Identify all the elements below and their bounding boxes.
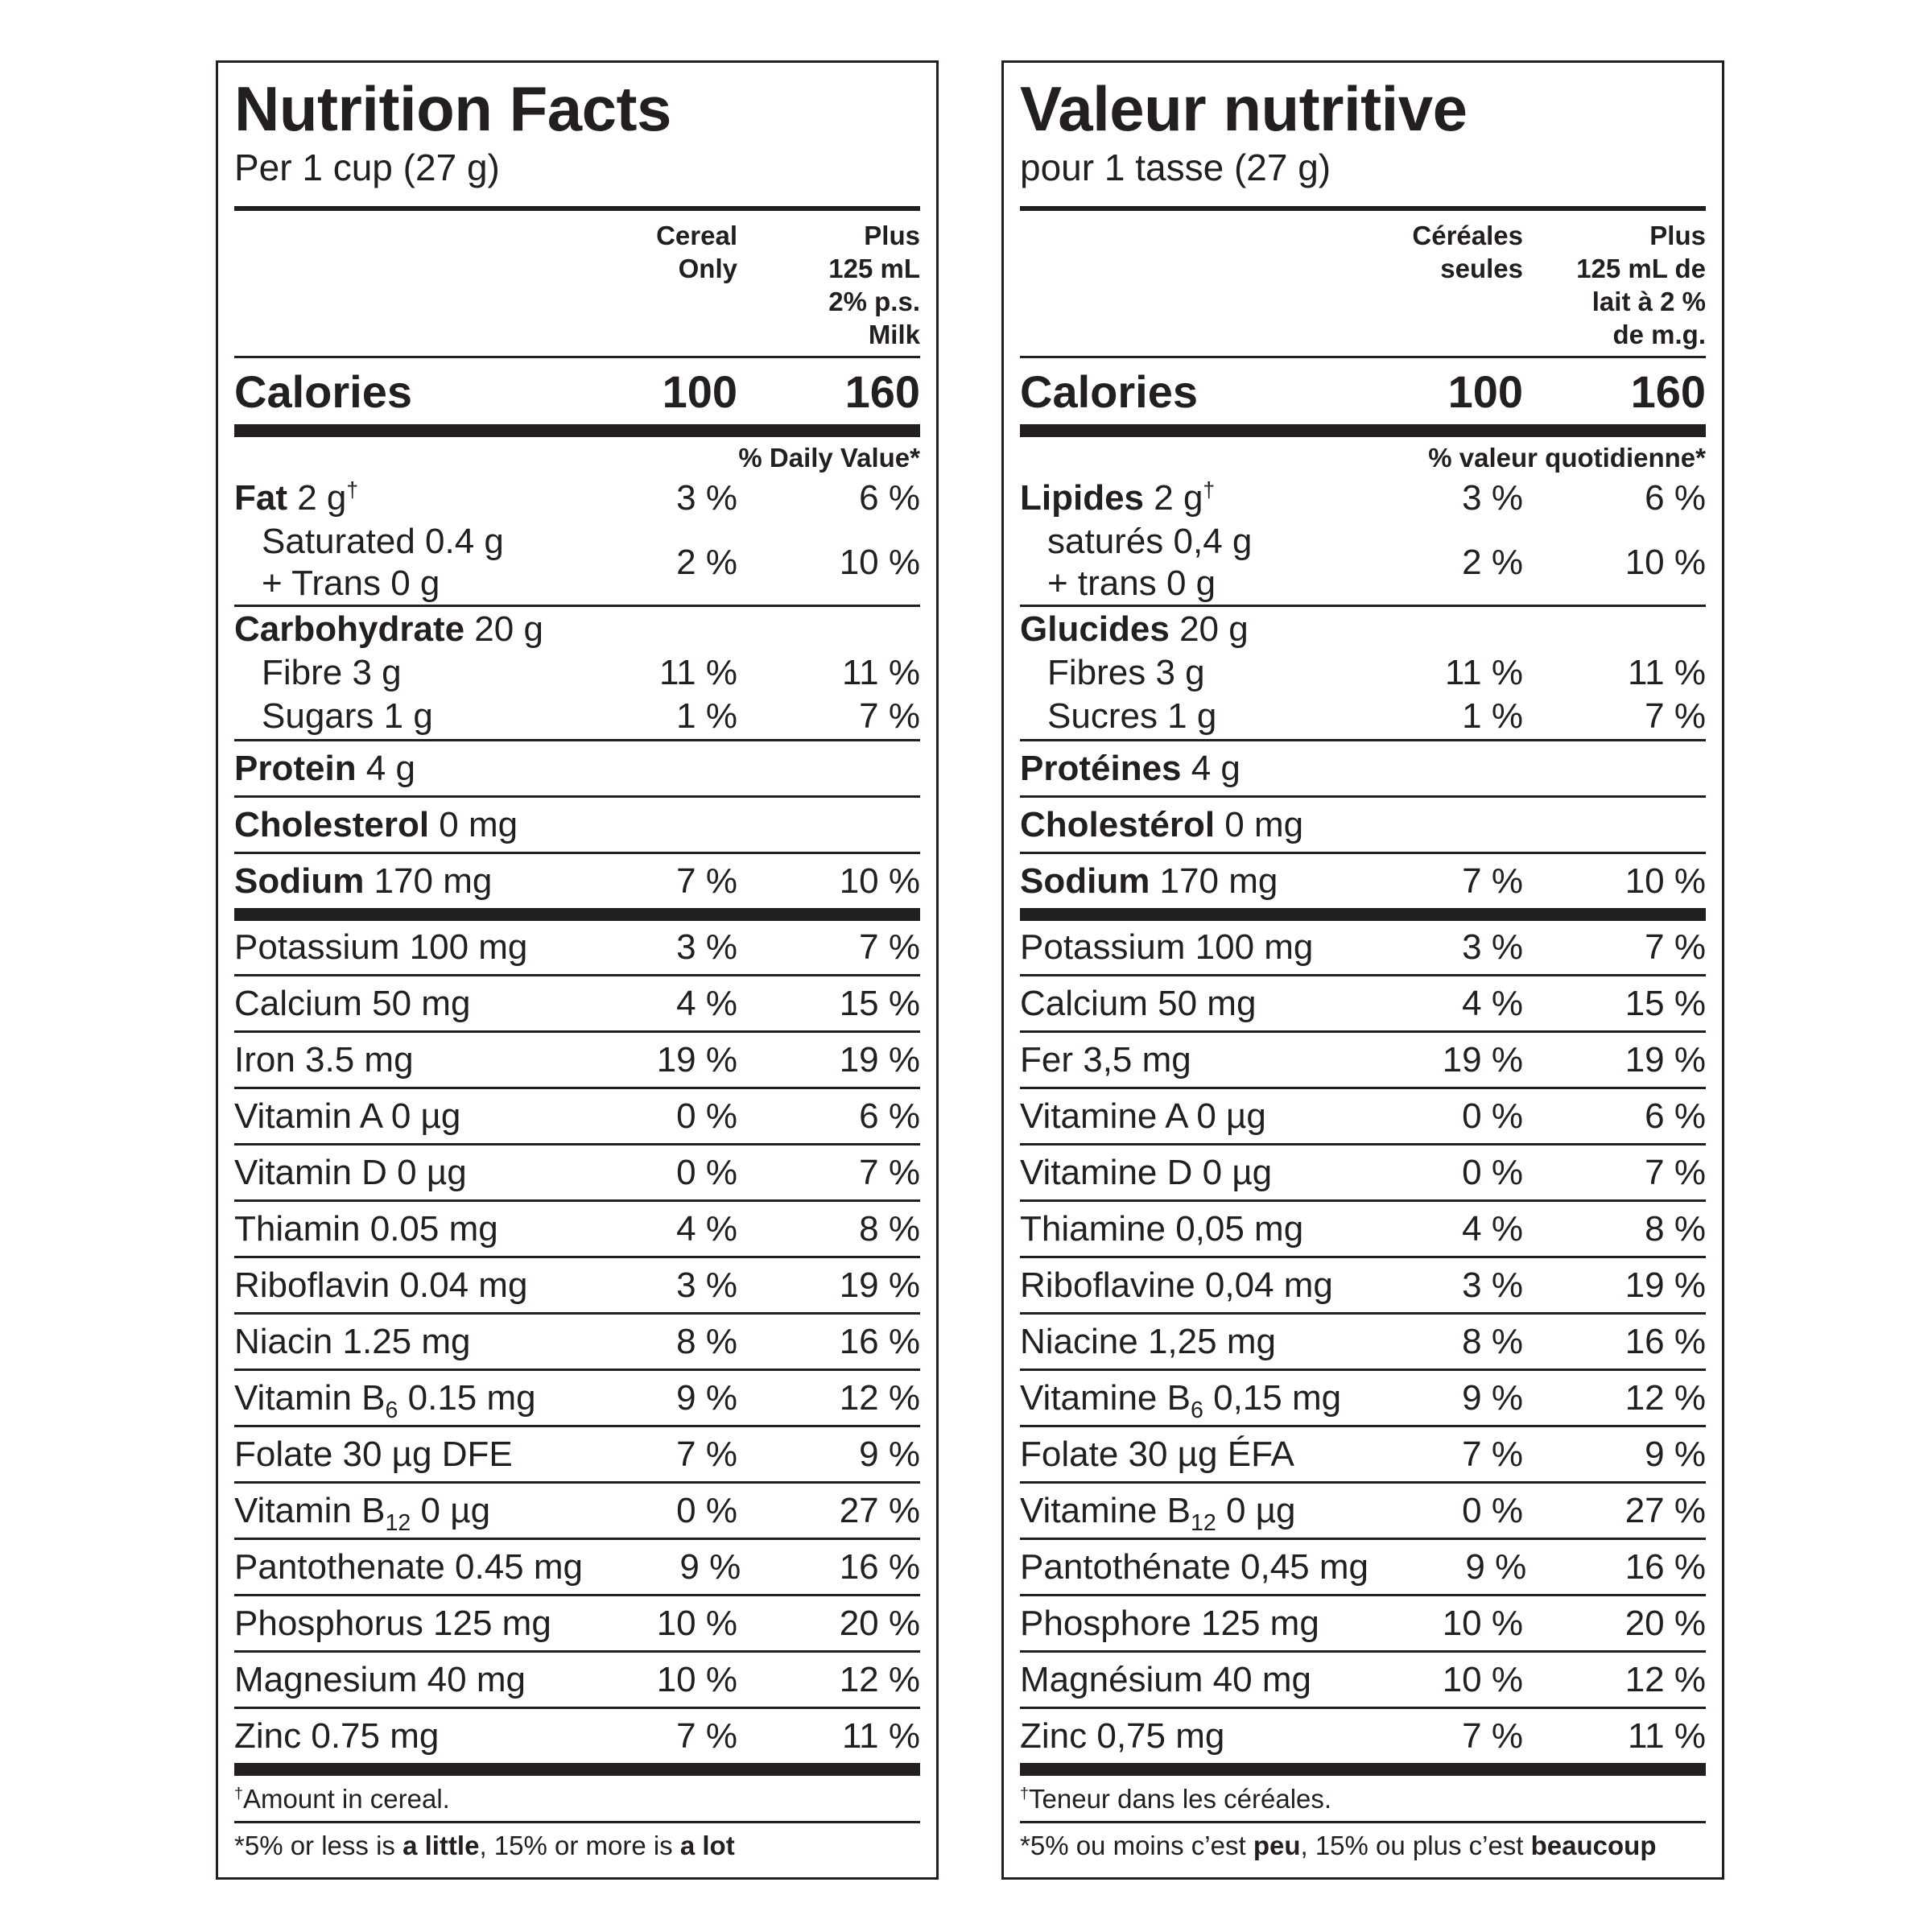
dv-cereal: 2 % — [676, 543, 737, 582]
calories-with-milk: 160 — [844, 365, 920, 417]
dv-with-milk: 15 % — [839, 983, 920, 1023]
nutrient-amount: 170 mg — [1150, 861, 1278, 901]
dv-with-milk: 11 % — [1627, 1715, 1706, 1756]
dv-with-milk: 6 % — [1645, 1096, 1706, 1136]
micronutrient-label — [1020, 1322, 1362, 1362]
dv-cereal: 0 % — [1462, 1490, 1523, 1530]
panel-content — [234, 71, 920, 1868]
micronutrient-row — [234, 1258, 920, 1312]
micronutrient-row — [234, 1202, 920, 1256]
micronutrient-label — [1020, 927, 1362, 968]
nutrient-amount: 0 mg — [429, 804, 518, 844]
dv-cereal: 4 % — [1462, 1208, 1523, 1249]
micronutrient-label — [1020, 1490, 1362, 1536]
fat-row — [234, 476, 920, 521]
micronutrient-amount: 0,15 mg — [1203, 1377, 1342, 1418]
nutrient-name: Fat — [234, 478, 287, 518]
dagger-mark: † — [346, 477, 359, 502]
micronutrient-row — [1020, 1709, 1706, 1763]
micronutrient-label — [234, 1490, 576, 1536]
cholesterol-row — [234, 798, 920, 852]
nutrient-amount: 2 g — [1144, 478, 1203, 518]
micronutrient-name: Thiamin 0.05 mg — [234, 1208, 498, 1249]
dv-cereal: 10 % — [1442, 1659, 1523, 1699]
sugars-label: Sugars 1 g — [262, 696, 433, 736]
dv-cereal: 9 % — [1462, 1377, 1523, 1418]
dv-cereal: 9 % — [676, 1377, 737, 1418]
dv-with-milk: 11 % — [841, 653, 920, 692]
micronutrient-name: Iron 3.5 mg — [234, 1039, 414, 1080]
dv-cereal: 2 % — [1462, 543, 1523, 582]
dv-with-milk: 8 % — [859, 1208, 920, 1249]
micronutrient-label — [234, 1604, 576, 1644]
micronutrient-label — [1020, 1377, 1362, 1423]
dv-cereal: 0 % — [676, 1096, 737, 1136]
legend-emphasis: peu — [1253, 1831, 1301, 1860]
calories-row — [1020, 358, 1706, 424]
micronutrient-name: Niacin 1.25 mg — [234, 1321, 471, 1361]
calories-with-milk: 160 — [1630, 365, 1706, 417]
micronutrient-name: Vitamine B — [1020, 1377, 1191, 1418]
dv-with-milk: 10 % — [839, 861, 920, 901]
dv-with-milk: 19 % — [1624, 1265, 1706, 1305]
fat-row — [1020, 476, 1706, 521]
nutrient-name: Protéines — [1020, 748, 1182, 788]
nutrient-name: Carbohydrate — [234, 609, 465, 649]
dv-with-milk: 6 % — [859, 1096, 920, 1136]
panel-title: Nutrition Facts — [234, 73, 671, 144]
vitamin-subscript: 6 — [1190, 1397, 1203, 1423]
column-header-cereal-only: Céréales seules — [1412, 221, 1523, 283]
micronutrient-name: Calcium 50 mg — [234, 983, 471, 1023]
micronutrient-label — [1020, 1660, 1362, 1700]
divider-heavy — [234, 908, 920, 921]
micronutrient-row — [1020, 1540, 1706, 1594]
micronutrient-amount: 0 µg — [411, 1490, 491, 1530]
dv-with-milk: 9 % — [1645, 1434, 1706, 1474]
nutrient-amount: 20 g — [1169, 609, 1249, 649]
micronutrient-row — [234, 1653, 920, 1707]
dv-with-milk: 7 % — [1645, 696, 1706, 736]
dv-cereal: 4 % — [676, 1208, 737, 1249]
micronutrient-name: Calcium 50 mg — [1020, 983, 1257, 1023]
micronutrient-label — [1020, 1547, 1368, 1587]
dv-with-milk: 20 % — [1624, 1603, 1706, 1643]
dv-cereal: 10 % — [656, 1659, 737, 1699]
dv-with-milk: 10 % — [1624, 861, 1706, 901]
micronutrient-name: Pantothenate 0.45 mg — [234, 1546, 583, 1587]
saturated-trans-row — [1020, 521, 1706, 605]
dv-with-milk: 7 % — [1645, 1152, 1706, 1192]
dv-cereal: 3 % — [1462, 1265, 1523, 1305]
micronutrient-row — [234, 976, 920, 1030]
footnote-text: Amount in cereal. — [243, 1784, 450, 1814]
dv-cereal: 3 % — [676, 478, 737, 518]
dv-with-milk: 6 % — [1645, 478, 1706, 518]
cholesterol-row — [1020, 798, 1706, 852]
micronutrient-name: Riboflavin 0.04 mg — [234, 1265, 528, 1305]
dv-cereal: 9 % — [1465, 1546, 1527, 1587]
micronutrient-label — [234, 927, 576, 968]
dv-with-milk: 16 % — [1624, 1546, 1706, 1587]
dv-cereal: 11 % — [1444, 653, 1523, 692]
micronutrient-row — [1020, 1315, 1706, 1368]
micronutrient-name: Folate 30 µg DFE — [234, 1434, 513, 1474]
dv-with-milk: 7 % — [1645, 927, 1706, 967]
micronutrient-label — [234, 1716, 576, 1757]
micronutrient-name: Zinc 0,75 mg — [1020, 1715, 1225, 1756]
nutrient-amount: 170 mg — [364, 861, 493, 901]
legend-text: *5% or less is — [234, 1831, 403, 1860]
micronutrient-label — [234, 1377, 576, 1423]
micronutrient-row — [1020, 1033, 1706, 1087]
micronutrient-name: Potassium 100 mg — [1020, 927, 1314, 967]
carbohydrate-row — [234, 607, 920, 652]
dv-cereal: 3 % — [1462, 478, 1523, 518]
micronutrient-row — [234, 1033, 920, 1087]
dagger-mark: † — [1020, 1785, 1030, 1802]
micronutrient-name: Thiamine 0,05 mg — [1020, 1208, 1304, 1249]
saturated-trans-row — [234, 521, 920, 605]
dv-cereal: 0 % — [1462, 1096, 1523, 1136]
column-header-plus-milk: Plus 125 mL de lait à 2 % de m.g. — [1576, 221, 1706, 349]
nutrient-name: Sodium — [234, 861, 365, 901]
dv-cereal: 1 % — [1462, 696, 1523, 736]
micronutrient-name: Magnesium 40 mg — [234, 1659, 526, 1699]
serving-size: Per 1 cup (27 g) — [234, 147, 500, 188]
daily-value-legend — [1020, 1823, 1706, 1868]
nutrient-name: Sodium — [1020, 861, 1150, 901]
dv-cereal: 7 % — [676, 861, 737, 901]
dv-cereal: 8 % — [1462, 1321, 1523, 1361]
dv-with-milk: 27 % — [839, 1490, 920, 1530]
dv-with-milk: 11 % — [841, 1715, 920, 1756]
micronutrient-name: Pantothénate 0,45 mg — [1020, 1546, 1368, 1587]
dv-with-milk: 16 % — [839, 1546, 920, 1587]
micronutrient-row — [1020, 1146, 1706, 1199]
dv-cereal: 3 % — [676, 927, 737, 967]
dv-cereal: 10 % — [656, 1603, 737, 1643]
nutrient-name: Protein — [234, 748, 357, 788]
micronutrient-row — [234, 1427, 920, 1481]
dv-with-milk: 20 % — [839, 1603, 920, 1643]
divider-heavy — [1020, 908, 1706, 921]
micronutrient-name: Fer 3,5 mg — [1020, 1039, 1191, 1080]
dv-cereal: 4 % — [1462, 983, 1523, 1023]
daily-value-heading: % valeur quotidienne* — [1428, 443, 1706, 473]
dv-with-milk: 10 % — [839, 543, 920, 582]
micronutrient-label — [234, 1153, 576, 1193]
micronutrient-name: Zinc 0.75 mg — [234, 1715, 440, 1756]
column-headers — [1020, 211, 1706, 356]
nutrient-amount: 0 mg — [1215, 804, 1304, 844]
dv-cereal: 10 % — [1442, 1603, 1523, 1643]
micronutrient-row — [234, 1596, 920, 1650]
nutrient-name: Cholesterol — [234, 804, 430, 844]
divider-heavy — [1020, 1763, 1706, 1776]
micronutrient-name: Magnésium 40 mg — [1020, 1659, 1311, 1699]
legend-text: , 15% or more is — [479, 1831, 680, 1860]
micronutrient-label — [234, 1322, 576, 1362]
saturated-label: saturés 0,4 g — [1047, 522, 1253, 561]
dv-with-milk: 6 % — [859, 478, 920, 518]
micronutrient-label — [1020, 1153, 1362, 1193]
trans-label: + Trans 0 g — [262, 564, 440, 603]
panel-content — [1020, 71, 1706, 1868]
micronutrient-row — [1020, 976, 1706, 1030]
dv-cereal: 4 % — [676, 983, 737, 1023]
nutrient-name: Cholestérol — [1020, 804, 1216, 844]
micronutrient-name: Vitamin B — [234, 1377, 386, 1418]
micronutrient-label — [1020, 984, 1362, 1024]
nutrient-amount: 20 g — [464, 609, 543, 649]
vitamin-subscript: 12 — [1190, 1509, 1216, 1536]
dv-cereal: 9 % — [679, 1546, 741, 1587]
sugars-row — [234, 694, 920, 739]
calories-label: Calories — [1020, 365, 1198, 417]
dv-with-milk: 19 % — [1624, 1039, 1706, 1080]
protein-row — [234, 741, 920, 795]
micronutrient-name: Riboflavine 0,04 mg — [1020, 1265, 1333, 1305]
micronutrient-name: Phosphore 125 mg — [1020, 1603, 1319, 1643]
micronutrient-name: Vitamin A 0 µg — [234, 1096, 461, 1136]
micronutrient-list — [1020, 921, 1706, 1763]
dv-with-milk: 12 % — [839, 1377, 920, 1418]
dv-with-milk: 27 % — [1624, 1490, 1706, 1530]
calories-label: Calories — [234, 365, 412, 417]
sodium-row — [1020, 854, 1706, 908]
micronutrient-name: Vitamine D 0 µg — [1020, 1152, 1273, 1192]
dv-cereal: 7 % — [676, 1715, 737, 1756]
micronutrient-label — [1020, 1716, 1362, 1757]
dv-cereal: 1 % — [676, 696, 737, 736]
micronutrient-name: Vitamine A 0 µg — [1020, 1096, 1266, 1136]
protein-row — [1020, 741, 1706, 795]
column-header-cereal-only: Cereal Only — [656, 221, 737, 283]
micronutrient-label — [234, 1209, 576, 1249]
micronutrient-row — [234, 1540, 920, 1594]
legend-text: , 15% ou plus c’est — [1300, 1831, 1531, 1860]
dv-cereal: 7 % — [1462, 1434, 1523, 1474]
micronutrient-label — [1020, 1265, 1362, 1306]
saturated-label: Saturated 0.4 g — [262, 522, 504, 561]
micronutrient-name: Phosphorus 125 mg — [234, 1603, 551, 1643]
legend-emphasis: a little — [402, 1831, 480, 1860]
dv-cereal: 19 % — [1442, 1039, 1523, 1080]
micronutrient-label — [234, 1265, 576, 1306]
sugars-row — [1020, 694, 1706, 739]
dv-cereal: 3 % — [1462, 927, 1523, 967]
vitamin-subscript: 12 — [385, 1509, 411, 1536]
legend-emphasis: beaucoup — [1530, 1831, 1657, 1860]
dv-with-milk: 7 % — [859, 1152, 920, 1192]
nutrient-amount: 4 g — [1181, 748, 1241, 788]
micronutrient-row — [234, 1371, 920, 1425]
micronutrient-label — [1020, 1209, 1362, 1249]
fibre-label: Fibre 3 g — [262, 653, 402, 692]
dv-with-milk: 7 % — [859, 927, 920, 967]
dv-with-milk: 16 % — [839, 1321, 920, 1361]
micronutrient-row — [234, 1709, 920, 1763]
micronutrient-row — [234, 921, 920, 974]
dv-cereal: 11 % — [658, 653, 737, 692]
sodium-row — [234, 854, 920, 908]
nutrient-amount: 4 g — [356, 748, 415, 788]
legend-emphasis: a lot — [679, 1831, 735, 1860]
divider-heavy — [1020, 424, 1706, 437]
footnote — [1020, 1776, 1706, 1821]
micronutrient-row — [1020, 1202, 1706, 1256]
carbohydrate-row — [1020, 607, 1706, 652]
micronutrient-name: Vitamin D 0 µg — [234, 1152, 467, 1192]
micronutrient-row — [234, 1146, 920, 1199]
fibre-row — [234, 652, 920, 694]
micronutrient-label — [234, 984, 576, 1024]
micronutrient-label — [1020, 1435, 1362, 1475]
trans-label: + trans 0 g — [1047, 564, 1216, 603]
micronutrient-list — [234, 921, 920, 1763]
micronutrient-row — [1020, 921, 1706, 974]
micronutrient-amount: 0 µg — [1216, 1490, 1296, 1530]
sugars-label: Sucres 1 g — [1047, 696, 1217, 736]
micronutrient-label — [234, 1547, 583, 1587]
serving-size: pour 1 tasse (27 g) — [1020, 147, 1331, 188]
micronutrient-row — [234, 1484, 920, 1538]
micronutrient-amount: 0.15 mg — [398, 1377, 536, 1418]
legend-text: *5% ou moins c’est — [1020, 1831, 1253, 1860]
micronutrient-row — [1020, 1484, 1706, 1538]
dagger-mark: † — [234, 1785, 244, 1802]
dv-with-milk: 7 % — [859, 696, 920, 736]
column-header-plus-milk: Plus 125 mL 2% p.s. Milk — [828, 221, 920, 349]
dv-cereal: 7 % — [676, 1434, 737, 1474]
divider-heavy — [234, 424, 920, 437]
micronutrient-row — [1020, 1596, 1706, 1650]
micronutrient-row — [1020, 1089, 1706, 1143]
dv-with-milk: 15 % — [1624, 983, 1706, 1023]
dv-with-milk: 12 % — [1624, 1377, 1706, 1418]
dv-with-milk: 19 % — [839, 1039, 920, 1080]
dv-cereal: 7 % — [1462, 861, 1523, 901]
micronutrient-label — [1020, 1096, 1362, 1137]
micronutrient-label — [234, 1040, 576, 1080]
nutrition-facts-panel-french — [1001, 60, 1724, 1880]
fibre-label: Fibres 3 g — [1047, 653, 1205, 692]
divider-heavy — [234, 1763, 920, 1776]
dv-with-milk: 8 % — [1645, 1208, 1706, 1249]
dv-cereal: 0 % — [1462, 1152, 1523, 1192]
dv-with-milk: 11 % — [1627, 653, 1706, 692]
vitamin-subscript: 6 — [385, 1397, 398, 1423]
dv-with-milk: 10 % — [1624, 543, 1706, 582]
dv-cereal: 8 % — [676, 1321, 737, 1361]
micronutrient-row — [1020, 1427, 1706, 1481]
footnote — [234, 1776, 920, 1821]
nutrient-name: Lipides — [1020, 478, 1145, 518]
footnote-text: Teneur dans les céréales. — [1029, 1784, 1332, 1814]
micronutrient-name: Potassium 100 mg — [234, 927, 528, 967]
micronutrient-row — [234, 1315, 920, 1368]
micronutrient-row — [1020, 1258, 1706, 1312]
dv-with-milk: 16 % — [1624, 1321, 1706, 1361]
nutrient-name: Glucides — [1020, 609, 1170, 649]
micronutrient-row — [234, 1089, 920, 1143]
micronutrient-row — [1020, 1371, 1706, 1425]
daily-value-heading: % Daily Value* — [738, 443, 920, 473]
micronutrient-label — [1020, 1604, 1362, 1644]
column-headers — [234, 211, 920, 356]
panel-title: Valeur nutritive — [1020, 73, 1468, 144]
dv-with-milk: 9 % — [859, 1434, 920, 1474]
dagger-mark: † — [1203, 477, 1216, 502]
micronutrient-name: Folate 30 µg ÉFA — [1020, 1434, 1294, 1474]
dv-cereal: 3 % — [676, 1265, 737, 1305]
micronutrient-row — [1020, 1653, 1706, 1707]
micronutrient-label — [234, 1096, 576, 1137]
dv-with-milk: 12 % — [1624, 1659, 1706, 1699]
micronutrient-name: Vitamin B — [234, 1490, 386, 1530]
dv-cereal: 19 % — [656, 1039, 737, 1080]
calories-row — [234, 358, 920, 424]
calories-cereal: 100 — [1447, 365, 1523, 417]
micronutrient-label — [234, 1435, 576, 1475]
micronutrient-name: Vitamine B — [1020, 1490, 1191, 1530]
nutrition-facts-panel-english — [216, 60, 939, 1880]
calories-cereal: 100 — [662, 365, 737, 417]
dv-with-milk: 12 % — [839, 1659, 920, 1699]
micronutrient-name: Niacine 1,25 mg — [1020, 1321, 1276, 1361]
micronutrient-label — [234, 1660, 576, 1700]
dv-cereal: 0 % — [676, 1152, 737, 1192]
fibre-row — [1020, 652, 1706, 694]
daily-value-legend — [234, 1823, 920, 1868]
dv-cereal: 0 % — [676, 1490, 737, 1530]
dv-with-milk: 19 % — [839, 1265, 920, 1305]
micronutrient-label — [1020, 1040, 1362, 1080]
dv-cereal: 7 % — [1462, 1715, 1523, 1756]
nutrient-amount: 2 g — [287, 478, 347, 518]
